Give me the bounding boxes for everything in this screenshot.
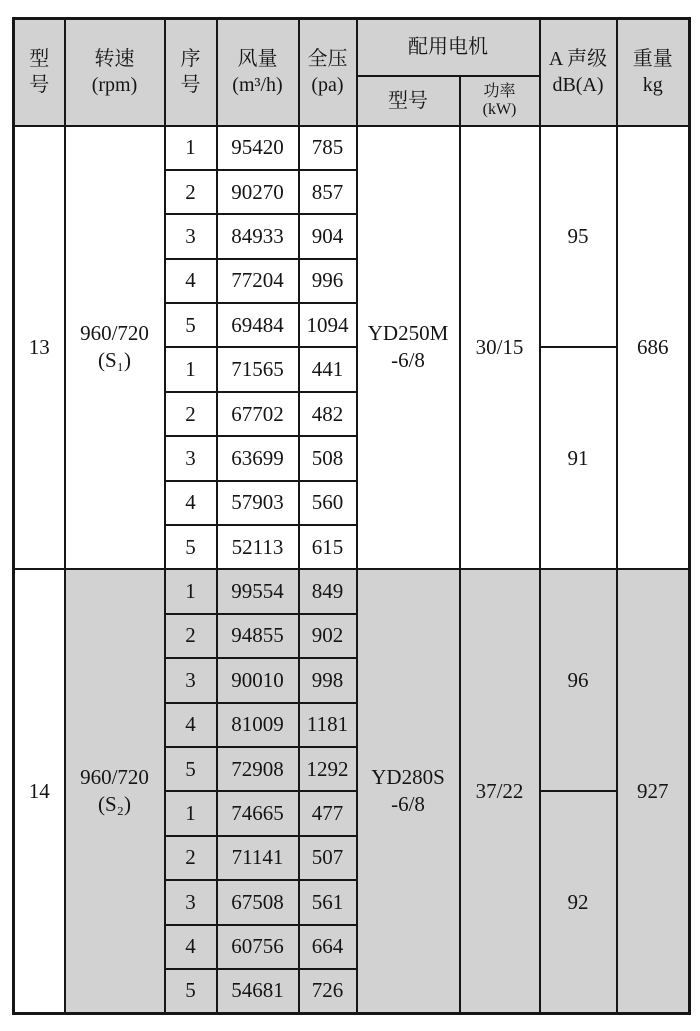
serial-cell: 2 (165, 170, 217, 214)
serial-cell: 5 (165, 303, 217, 347)
flow-cell: 63699 (217, 436, 299, 480)
pressure-cell: 785 (299, 126, 357, 170)
header-noise (540, 19, 617, 126)
motor-model-line2: -6/8 (391, 348, 425, 373)
header-model-line1: 型 (29, 48, 50, 71)
header-pressure-unit: (pa) (311, 74, 344, 97)
noise-high-cell: 95 (540, 126, 617, 348)
pressure-cell: 849 (299, 569, 357, 613)
serial-cell: 5 (165, 969, 217, 1013)
pressure-cell: 441 (299, 347, 357, 391)
model-number-cell: 13 (14, 126, 65, 570)
flow-cell: 90010 (217, 658, 299, 702)
header-speed-label: 转速 (94, 48, 135, 71)
serial-cell: 5 (165, 747, 217, 791)
flow-cell: 71141 (217, 836, 299, 880)
serial-cell: 4 (165, 703, 217, 747)
header-weight (617, 19, 690, 126)
header-row-1 (14, 19, 690, 76)
serial-cell: 5 (165, 525, 217, 569)
serial-cell: 1 (165, 791, 217, 835)
header-pressure (299, 19, 357, 126)
header-flow-label: 风量 (237, 48, 278, 71)
header-motor-power-label: 功率 (483, 82, 516, 100)
motor-power-cell: 37/22 (460, 569, 540, 1013)
serial-cell: 3 (165, 658, 217, 702)
serial-cell: 3 (165, 214, 217, 258)
motor-model-line2: -6/8 (391, 792, 425, 817)
pressure-cell: 1181 (299, 703, 357, 747)
flow-cell: 60756 (217, 925, 299, 969)
weight-cell: 927 (617, 569, 690, 1013)
speed-variant: (S₂) (98, 792, 131, 817)
fan-spec-table (12, 17, 691, 1015)
flow-cell: 57903 (217, 481, 299, 525)
serial-cell: 4 (165, 481, 217, 525)
header-weight-unit: kg (642, 74, 663, 97)
pressure-cell: 477 (299, 791, 357, 835)
header-noise-label: A 声级 (548, 48, 608, 71)
flow-cell: 77204 (217, 259, 299, 303)
pressure-cell: 615 (299, 525, 357, 569)
speed-value: 960/720 (80, 321, 149, 346)
header-motor-model: 型号 (357, 76, 460, 126)
motor-model-cell (357, 569, 460, 1013)
pressure-cell: 560 (299, 481, 357, 525)
header-pressure-label: 全压 (307, 48, 348, 71)
noise-low-cell: 91 (540, 347, 617, 569)
flow-cell: 95420 (217, 126, 299, 170)
pressure-cell: 902 (299, 614, 357, 658)
pressure-cell: 998 (299, 658, 357, 702)
header-weight-label: 重量 (632, 48, 673, 71)
pressure-cell: 561 (299, 880, 357, 924)
pressure-cell: 664 (299, 925, 357, 969)
serial-cell: 2 (165, 614, 217, 658)
serial-cell: 1 (165, 347, 217, 391)
flow-cell: 74665 (217, 791, 299, 835)
flow-cell: 71565 (217, 347, 299, 391)
motor-model-line1: YD280S (371, 764, 445, 789)
pressure-cell: 508 (299, 436, 357, 480)
serial-cell: 1 (165, 126, 217, 170)
header-flow-unit: (m³/h) (232, 74, 283, 97)
pressure-cell: 904 (299, 214, 357, 258)
pressure-cell: 1094 (299, 303, 357, 347)
pressure-cell: 996 (299, 259, 357, 303)
model-number-cell: 14 (14, 569, 65, 1013)
header-model (14, 19, 65, 126)
speed-cell (65, 569, 165, 1013)
pressure-cell: 482 (299, 392, 357, 436)
motor-model-cell (357, 126, 460, 570)
flow-cell: 72908 (217, 747, 299, 791)
speed-value: 960/720 (80, 764, 149, 789)
flow-cell: 84933 (217, 214, 299, 258)
flow-cell: 99554 (217, 569, 299, 613)
speed-cell (65, 126, 165, 570)
noise-low-cell: 92 (540, 791, 617, 1013)
table-body (14, 126, 690, 1014)
header-motor-power (460, 76, 540, 126)
flow-cell: 81009 (217, 703, 299, 747)
header-speed (65, 19, 165, 126)
header-model-line2: 号 (29, 74, 50, 97)
motor-power-cell: 30/15 (460, 126, 540, 570)
flow-cell: 67702 (217, 392, 299, 436)
header-noise-unit: dB(A) (552, 74, 604, 97)
header-flow (217, 19, 299, 126)
pressure-cell: 726 (299, 969, 357, 1013)
pressure-cell: 507 (299, 836, 357, 880)
speed-variant: (S₁) (98, 348, 131, 373)
header-serial-line2: 号 (180, 74, 201, 97)
table-row (14, 126, 690, 170)
header-motor-power-unit: (kW) (482, 100, 517, 118)
flow-cell: 67508 (217, 880, 299, 924)
serial-cell: 2 (165, 392, 217, 436)
weight-cell: 686 (617, 126, 690, 570)
header-motor-group: 配用电机 (357, 19, 540, 76)
serial-cell: 2 (165, 836, 217, 880)
flow-cell: 94855 (217, 614, 299, 658)
header-serial-line1: 序 (180, 48, 201, 71)
motor-model-line1: YD250M (367, 321, 449, 346)
table-row (14, 569, 690, 613)
flow-cell: 52113 (217, 525, 299, 569)
noise-high-cell: 96 (540, 569, 617, 791)
serial-cell: 3 (165, 436, 217, 480)
serial-cell: 4 (165, 925, 217, 969)
pressure-cell: 1292 (299, 747, 357, 791)
serial-cell: 3 (165, 880, 217, 924)
pressure-cell: 857 (299, 170, 357, 214)
table-header (14, 19, 690, 126)
serial-cell: 1 (165, 569, 217, 613)
header-serial (165, 19, 217, 126)
flow-cell: 54681 (217, 969, 299, 1013)
serial-cell: 4 (165, 259, 217, 303)
header-speed-unit: (rpm) (91, 74, 138, 97)
flow-cell: 69484 (217, 303, 299, 347)
flow-cell: 90270 (217, 170, 299, 214)
